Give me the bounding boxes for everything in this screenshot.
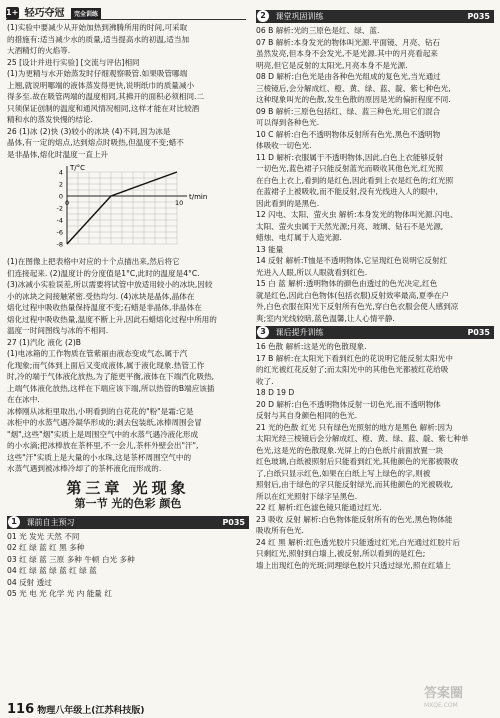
- section-bar-page: P035: [467, 328, 490, 337]
- answer-line: 蜡烛、电灯属于人造光源.: [256, 233, 342, 242]
- answer-line: 熔化过程中吸收热量,温度不断上升,因此石蜡熔化过程中所用的: [7, 314, 217, 324]
- answer-line: 明亮,但它是反射的太阳光,月亮本身不是光源.: [256, 60, 408, 70]
- answer-line: 爽;室内光线较暗,蓝色温馨,让人心情平静.: [256, 313, 395, 323]
- answer-line: 12 闪电、太阳、萤火虫 解析:本身发光的物体叫光源.闪电、: [256, 210, 458, 219]
- answer-line: 光进入人眼,所以人眼就看到红色.: [256, 267, 368, 277]
- answer-block-homework: [256, 341, 494, 571]
- watermark-stamp: [424, 686, 494, 716]
- section-bar-homework: [256, 326, 494, 339]
- answer-line: 就是红色,因此白色物体(包括衣服)反射效率最高,夏季在户: [256, 290, 449, 300]
- answer-line: 04 反射 透过: [7, 577, 52, 587]
- answer-line: 水蒸气遇到被冰棒冷却了的茶杯液化而形成的.: [7, 464, 162, 473]
- answer-line: 因此看到的是黑色.: [256, 198, 320, 208]
- answer-block-26b: [7, 256, 249, 337]
- answer-line: 墙上出现红色的光斑;同理绿色胶片只透过绿光,照在红墙上: [256, 560, 451, 570]
- answer-line: 小的冰块之间接触紧密.受热均匀. (4)冰块是晶体,晶体在: [7, 291, 195, 301]
- answer-line: 在在冰中.: [7, 395, 40, 404]
- answer-line: "烟",这些"烟"实质上是周围空气中的水蒸气遇冷液化形成: [7, 429, 199, 439]
- answer-line: 可以得到各种色光.: [256, 118, 320, 127]
- y-tick-label: 4: [58, 168, 63, 177]
- answer-line: 色光,这是光的色散现象.光屏上的白色纸片前面放置一块: [256, 445, 444, 455]
- answer-line: 11 D 解析:衣服属于不透明物体,因此,白色上衣能够反射: [256, 152, 444, 162]
- answer-line: 体吸收一切色光.: [256, 141, 312, 150]
- answer-line: 化现象;而气体到上面后又变成液体,属于液化现象.热管工作: [7, 360, 205, 370]
- answer-line: 22 红 解析:红色滤色镜只能通过红光.: [256, 503, 382, 512]
- watermark-text: 答案圈: [424, 686, 464, 701]
- answer-line: 上翘,就说明哪端的液体蒸发得更快,说明纸巾的质量减小: [7, 80, 195, 90]
- chapter-title: 第三章 光现象: [66, 478, 190, 497]
- chart-svg: [37, 162, 217, 254]
- answer-line: 23 吸收 反射 解析:白色物体能反射所有的色光,黑色物体能: [256, 514, 453, 524]
- section-bar-classwork: [256, 10, 494, 23]
- answer-line: 26 (1)冰 (2)快 (3)较小的冰块 (4)不同,因为冰是: [7, 126, 171, 136]
- section-bar-title: 课前自主预习: [26, 517, 75, 527]
- answer-line: 照射后,由于绿色的字只能反射绿光,而其他颜色的光被吸收,: [256, 480, 454, 489]
- book-title: 物理八年级上(江苏科技版): [37, 706, 145, 716]
- answer-line: 08 D 解析:白色光是由各种色光组成的复色光,当光通过: [256, 72, 441, 81]
- brand-logo: [6, 4, 101, 19]
- y-tick-label: -4: [56, 216, 63, 225]
- answer-line: 07 B 解析:本身发光的物体叫光源.平面镜、月亮、钻石: [256, 37, 441, 47]
- brand-name: 轻巧夺冠: [24, 8, 65, 19]
- answer-line: 01 光 发光 天然 不同: [7, 531, 80, 541]
- section-bar-page: P035: [222, 517, 245, 527]
- answer-line: 时,冷的端于气体液化放热,为了能更平衡,液体在下端汽化吸热,: [7, 372, 215, 381]
- answer-line: 收了.: [256, 376, 274, 386]
- x-tick-label: 0: [65, 199, 70, 207]
- y-tick-label: 0: [58, 192, 63, 201]
- answer-block-25: [7, 57, 249, 126]
- answer-line: (1)为更精与水开始蒸发时仔细观察吸管.如果吸管哪端: [7, 69, 188, 78]
- section-title: 第一节 光的色彩 颜色: [74, 497, 182, 510]
- answer-line: 10 C 解析:白色不透明物体反射所有色光,黑色不透明物: [256, 129, 441, 139]
- answer-line: 上端气体液化放热,这样在下端应该下端,所以热管的B端应该插: [7, 383, 215, 393]
- answer-line: 了,白纸只显示红色,如果在白纸上写上绿色的字,则被: [256, 468, 431, 478]
- answer-line: 02 红 绿 蓝 红 黑 多种: [7, 543, 85, 552]
- section-bar-title: 课后提升训练: [275, 328, 324, 337]
- answer-block-pre: [7, 531, 249, 600]
- answer-line: 20 D 解析:白色不透明物体反射一切色光,而不透明物体: [256, 399, 441, 409]
- answer-line: 晶体,有一定的熔点,达到熔点时吸热,但温度不变;蜡不: [7, 138, 184, 147]
- y-tick-label: 2: [58, 180, 63, 189]
- answer-line: (1)电冰箱的工作物质在管紫丽由液态变成气态,属于汽: [7, 349, 188, 358]
- answer-line: 是非晶体,熔化时温度一直上升: [7, 149, 109, 159]
- answer-block-top: [7, 22, 249, 57]
- answer-block-27: [7, 337, 249, 406]
- answer-line: 这种现象叫光的色散,发生色散的原因是光的偏折程度不同.: [256, 95, 451, 104]
- answer-line: 05 光 电 光 化学 光 内 能量 红: [7, 589, 112, 598]
- answer-line: 所以在红光照射下绿字呈黑色.: [256, 491, 358, 501]
- answer-block-28: [7, 406, 249, 475]
- answer-line: 04 红 绿 蓝 绿 蓝 红 绿 蓝: [7, 566, 97, 575]
- header: [6, 4, 246, 20]
- answer-line: 这些"汗"实质上是大量的小水珠,这是茶杯周围空气中的: [7, 452, 192, 462]
- answer-line: 红色玻璃,白纸被照射后只能看到红光,其他颜色的光都被吸收: [256, 457, 459, 466]
- answer-line: 18 D 19 D: [256, 388, 295, 397]
- x-axis-label: t/min: [189, 193, 208, 201]
- temperature-chart: [37, 162, 217, 254]
- right-column: [256, 8, 494, 571]
- answer-line: 外,白色衣服在阳光下反射所有色光,穿白色衣服会使人感到凉: [256, 302, 459, 311]
- answer-line: 冰棒刚从冰柜里取出,小明看到的白花花的"粉"是霜:它是: [7, 406, 194, 416]
- answer-line: 在蓝裙子上被吸收,而不能反射,没有光线进入人的眼中,: [256, 187, 438, 196]
- answer-line: 16 色散 解析:这是光的色散现象.: [256, 342, 367, 351]
- answer-line: 在白色上衣上,看到的是红色,因此看到上衣是红色的;红光照: [256, 175, 454, 185]
- answer-line: 虽然发亮,但本身不会发光,不是光源.其中的月亮看起来: [256, 49, 438, 58]
- answer-line: 一切色光,蓝色裙子只能反射蓝光而吸收其他色光,红光照: [256, 164, 444, 173]
- header-rule: [6, 19, 246, 20]
- answer-line: 03 红 绿 蓝 三原 多种 牛顿 白光 多种: [7, 554, 135, 564]
- left-column: [7, 22, 249, 600]
- section-number: 1: [8, 516, 20, 528]
- answer-line: 的小水滴;把冰棒放在茶杯里,不一会儿,茶杯外壁会出"汗",: [7, 441, 199, 450]
- section-bar-page: P035: [467, 12, 490, 21]
- answer-line: 冰柜中的水蒸气遇冷凝华形成的;剥去包装纸,冰棒周围会冒: [7, 418, 202, 427]
- y-axis-label: T/°C: [70, 164, 86, 172]
- answer-line: 三棱镜后,会分解成红、橙、黄、绿、蓝、靛、紫七种色光,: [256, 83, 451, 93]
- answer-line: (3)冰减小实验误差,所以需要将试管中放适用较小的冰块,因较: [7, 280, 213, 289]
- page-footer: [7, 702, 145, 717]
- answer-line: 得多至.故在吸管两端的温度相同,其拂开的面积必须相同.二: [7, 92, 205, 101]
- answer-line: 吸收所有色光.: [256, 526, 304, 535]
- answer-block-26a: [7, 126, 249, 161]
- answer-line: 反射与其自身颜色相同的色光.: [256, 411, 358, 420]
- answer-line: 21 光的色散 红光 只有绿色光照射的地方是黑色 解析:因为: [256, 422, 453, 432]
- answer-line: 温度一时间图线与冰的不相同.: [7, 326, 109, 335]
- brand-icon: 1+1: [6, 8, 24, 17]
- section-bar-title: 课堂巩固训练: [275, 12, 324, 21]
- answer-line: 27 (1)汽化 液化 (2)B: [7, 337, 82, 347]
- y-tick-label: -8: [56, 240, 63, 249]
- answer-line: 熔化过程中吸收热量保持温度不变;石蜡是非晶体,非晶体在: [7, 303, 202, 312]
- answer-line: 太阳光经三棱镜后会分解成红、橙、黄、绿、蓝、靛、紫七种单: [256, 434, 469, 443]
- y-tick-label: -6: [56, 228, 63, 237]
- answer-line: 17 B 解析:在太阳光下看到红色的花说明它能反射太阳光中: [256, 353, 453, 363]
- section-bar-preview: [7, 516, 249, 529]
- answer-line: 精和水的蒸发快慢的结论.: [7, 115, 93, 124]
- answer-line: 只须保证创制的温度和通风情况相同,这样才能在对比较酒: [7, 103, 200, 113]
- answer-line: 的措施有:适当减少水的质量,适当提高水的初温,适当加: [7, 34, 190, 44]
- answer-line: (1)实验中要减少从开始加热到沸腾所用的时间,可采取: [7, 23, 188, 32]
- watermark-url: MXQE.COM: [424, 702, 458, 709]
- answer-line: 太阳、萤火虫属于天然光源;月亮、玻璃、钻石不是光源,: [256, 221, 444, 231]
- page-number: 116: [7, 702, 35, 717]
- answer-line: 的红光被红花反射了;而太阳光中的其他色光都被红花给吸: [256, 365, 449, 374]
- answer-line: 14 反射 解析:T恤是不透明物体,它呈现红色说明它反射红: [256, 256, 448, 265]
- answer-line: 大酒精灯的火焰等.: [7, 46, 71, 55]
- answer-line: 24 红 黑 解析:红色透光胶片只能透过红光,白光通过红胶片后: [256, 537, 461, 547]
- answer-line: 13 能量: [256, 244, 284, 254]
- answer-line: 09 B 解析:三原色包括红、绿、蓝三种色光,用它们混合: [256, 106, 441, 116]
- answer-line: 只剩红光,照射到白墙上,被反射,所以看到的是红色;: [256, 549, 426, 558]
- section-number: 3: [257, 326, 269, 338]
- brand-tag: 完全训练: [71, 8, 101, 19]
- y-tick-label: -2: [56, 204, 63, 213]
- section-number: 2: [257, 10, 269, 22]
- answer-line: 15 白 蓝 解析:透明物体的颜色由透过的色光决定,红色: [256, 279, 438, 288]
- answer-line: 25 [设计并进行实验] [交流与评估]相同: [7, 57, 140, 67]
- answer-line: 06 B 解析:光的三原色是红、绿、蓝.: [256, 26, 380, 35]
- answer-line: (1)在图像上把表格中对应的十个点描出来,然后将它: [7, 257, 180, 266]
- answer-line: 们连接起来. (2)温度计的分度值是1°C,此时的温度是4°C.: [7, 268, 200, 278]
- x-tick-label: 10: [175, 199, 184, 207]
- answer-block-classwork: [256, 25, 494, 324]
